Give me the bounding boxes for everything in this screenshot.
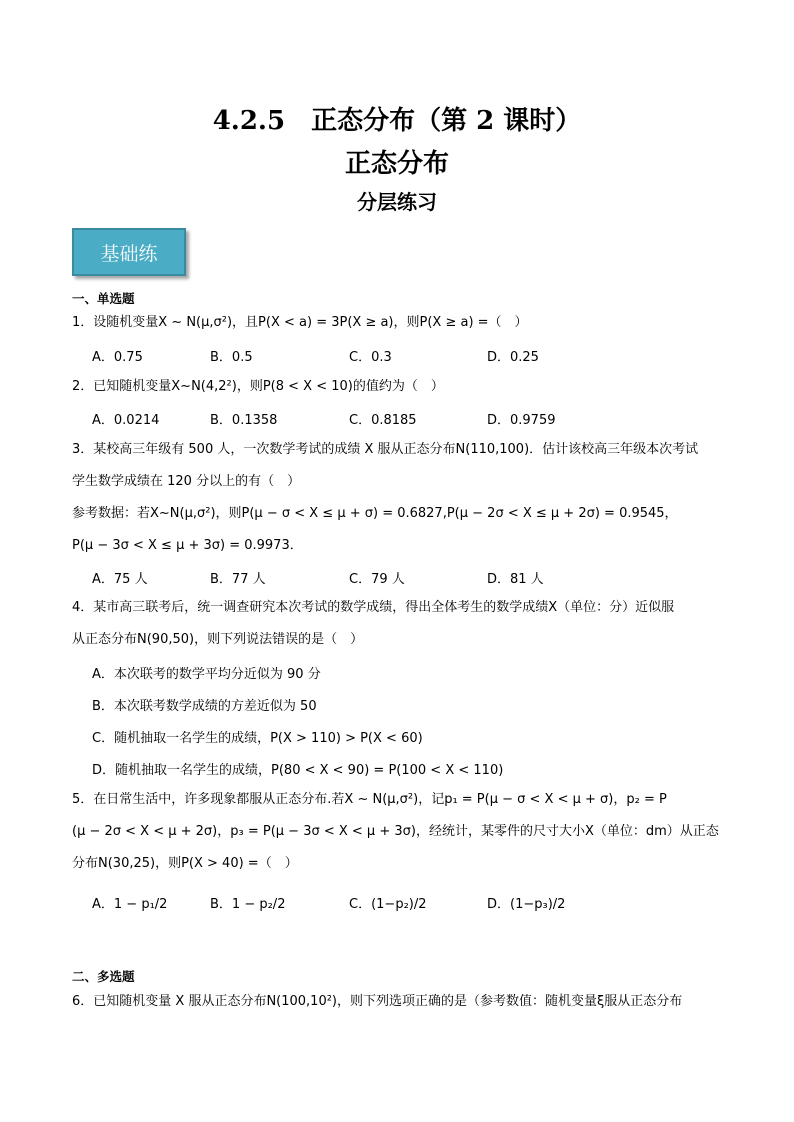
question-3-line-2: 学生数学成绩在 120 分以上的有（ ） bbox=[72, 474, 301, 489]
question-1-option-d[interactable]: D．0.25 bbox=[487, 350, 539, 365]
section-heading-multiple-choice: 二、多选题 bbox=[72, 969, 135, 984]
question-3-options bbox=[92, 568, 692, 586]
question-1-options bbox=[92, 346, 692, 364]
question-3-reference-line-2: P(μ − 3σ < X ≤ μ + 3σ) = 0.9973． bbox=[72, 538, 303, 553]
question-3-option-a[interactable]: A．75 人 bbox=[92, 572, 148, 587]
question-1-option-b[interactable]: B．0.5 bbox=[210, 350, 253, 365]
question-4-line-2: 从正态分布N(90,50)，则下列说法错误的是（ ） bbox=[72, 632, 364, 647]
question-2-option-a[interactable]: A．0.0214 bbox=[92, 413, 160, 428]
question-4-option-a[interactable]: A．本次联考的数学平均分近似为 90 分 bbox=[92, 667, 321, 682]
question-3-option-d[interactable]: D．81 人 bbox=[487, 572, 544, 587]
question-4-line-1: 4．某市高三联考后，统一调查研究本次考试的数学成绩，得出全体考生的数学成绩X（单位：分）近似服 bbox=[72, 600, 675, 615]
question-1-stem: 1．设随机变量X ~ N(μ,σ²)，且P(X < a) = 3P(X ≥ a)，则P(X ≥ a) =（ ） bbox=[72, 315, 528, 330]
question-2-options bbox=[92, 409, 692, 427]
question-3-reference-line-1: 参考数据：若X~N(μ,σ²)，则P(μ − σ < X ≤ μ + σ) = 0.6827,P(μ − 2σ < X ≤ μ + 2σ) = 0.9545， bbox=[72, 506, 678, 521]
question-4-option-c[interactable]: C．随机抽取一名学生的成绩，P(X > 110) > P(X < 60) bbox=[92, 731, 423, 746]
question-6-line-1: 6．已知随机变量 X 服从正态分布N(100,10²)，则下列选项正确的是（参考数值：随机变量ξ服从正态分布 bbox=[72, 994, 683, 1009]
question-5-line-1: 5．在日常生活中，许多现象都服从正态分布.若X ~ N(μ,σ²)，记p₁ = P(μ − σ < X < μ + σ)，p₂ = P bbox=[72, 792, 667, 807]
question-3-option-c[interactable]: C．79 人 bbox=[349, 572, 405, 587]
question-1-option-c[interactable]: C．0.3 bbox=[349, 350, 392, 365]
section-heading-single-choice: 一、单选题 bbox=[72, 291, 135, 306]
question-4-option-b[interactable]: B．本次联考数学成绩的方差近似为 50 bbox=[92, 699, 317, 714]
question-3-option-b[interactable]: B．77 人 bbox=[210, 572, 266, 587]
question-2-option-b[interactable]: B．0.1358 bbox=[210, 413, 278, 428]
question-5-option-a[interactable]: A．1 − p₁/2 bbox=[92, 897, 168, 912]
question-3-line-1: 3．某校高三年级有 500 人，一次数学考试的成绩 X 服从正态分布N(110,100)．估计该校高三年级本次考试 bbox=[72, 442, 699, 457]
page-subtitle: 正态分布 bbox=[344, 149, 449, 179]
question-5-options bbox=[92, 893, 692, 911]
page-section-title: 分层练习 bbox=[357, 190, 437, 214]
level-badge: 基础练 bbox=[72, 228, 186, 276]
question-5-option-c[interactable]: C．(1−p₂)/2 bbox=[349, 897, 427, 912]
question-5-option-d[interactable]: D．(1−p₃)/2 bbox=[487, 897, 566, 912]
page-title: 4.2.5 正态分布（第 2 课时） bbox=[212, 106, 582, 136]
question-5-line-3: 分布N(30,25)，则P(X > 40) =（ ） bbox=[72, 856, 298, 871]
question-1-option-a[interactable]: A．0.75 bbox=[92, 350, 143, 365]
question-5-line-2: (μ − 2σ < X < μ + 2σ)，p₃ = P(μ − 3σ < X < μ + 3σ)，经统计，某零件的尺寸大小X（单位：dm）从正态 bbox=[72, 824, 719, 839]
question-4-option-d[interactable]: D．随机抽取一名学生的成绩，P(80 < X < 90) = P(100 < X < 110) bbox=[92, 763, 504, 778]
question-5-option-b[interactable]: B．1 − p₂/2 bbox=[210, 897, 286, 912]
question-2-option-d[interactable]: D．0.9759 bbox=[487, 413, 556, 428]
question-2-stem: 2．已知随机变量X~N(4,2²)，则P(8 < X < 10)的值约为（ ） bbox=[72, 379, 444, 394]
question-2-option-c[interactable]: C．0.8185 bbox=[349, 413, 417, 428]
